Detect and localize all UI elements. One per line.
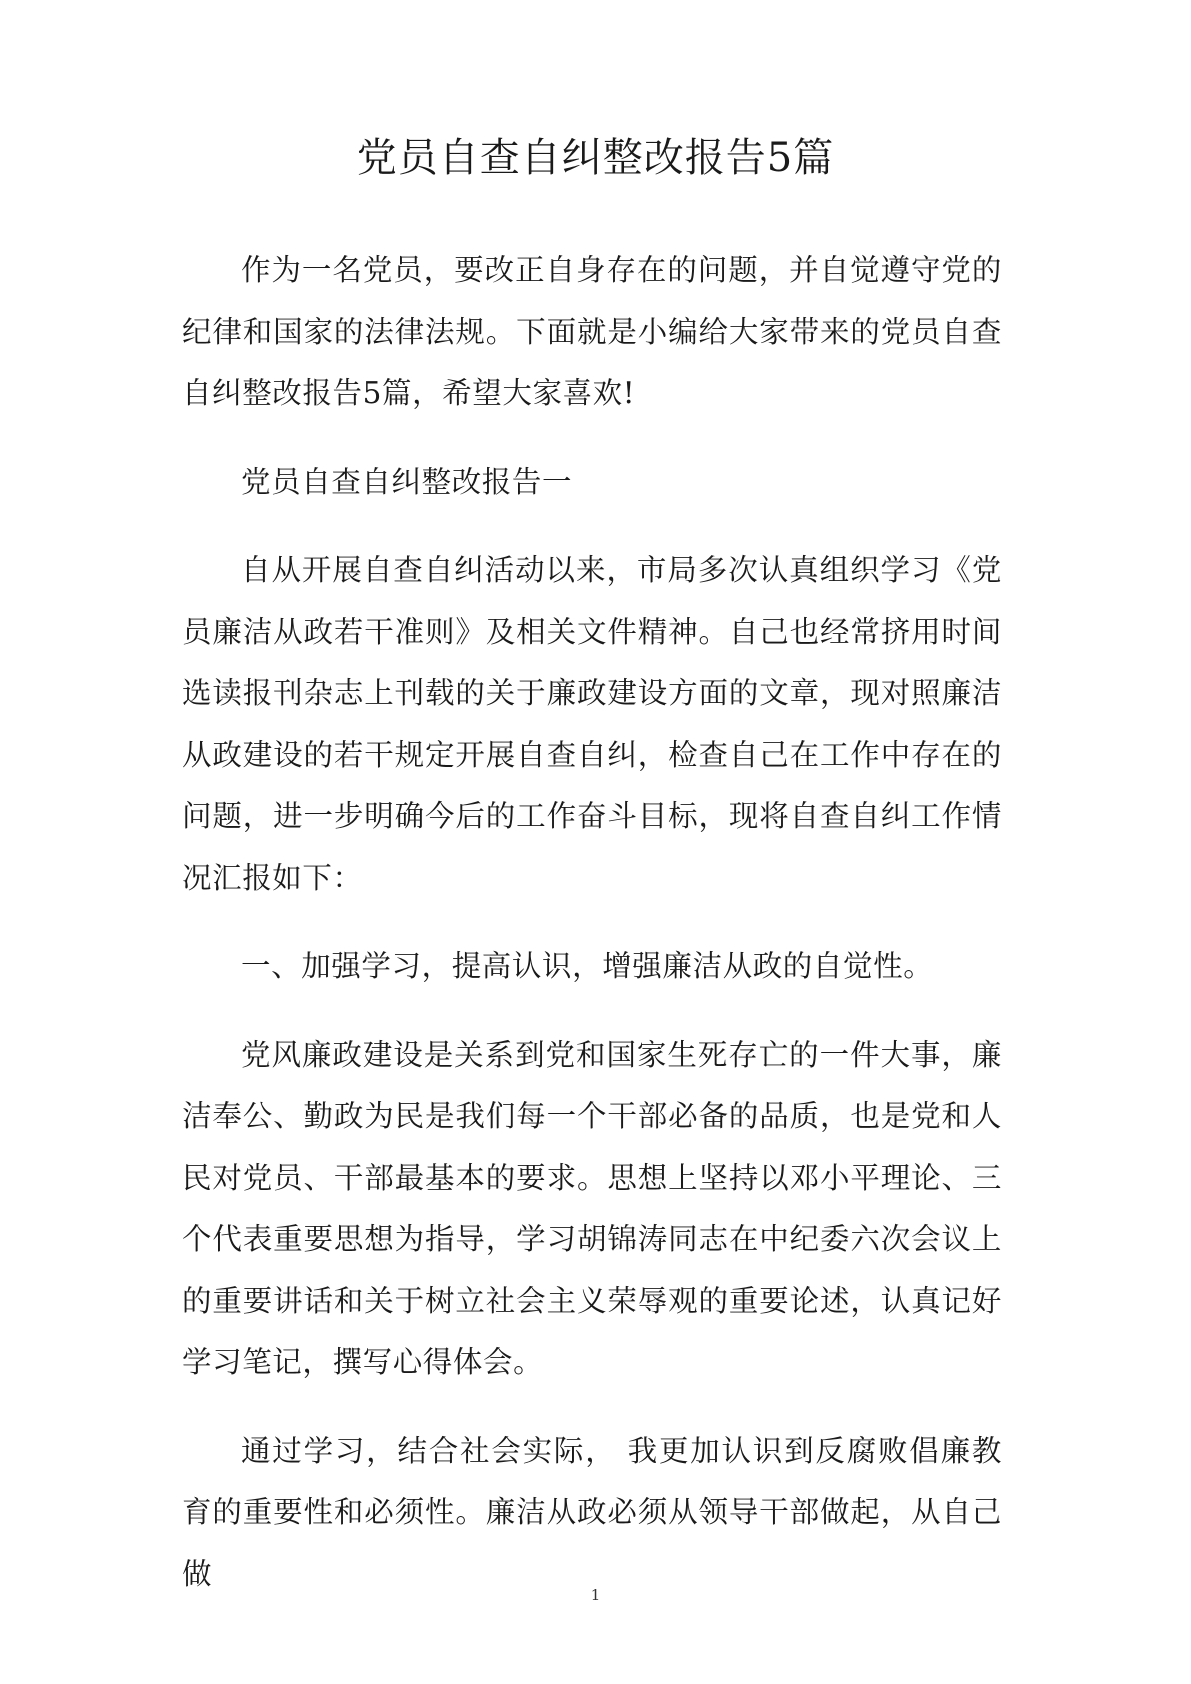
subsection-heading: 一、加强学习，提高认识，增强廉洁从政的自觉性。 [241, 949, 934, 983]
body-paragraph: 党风廉政建设是关系到党和国家生死存亡的一件大事，廉洁奉公、勤政为民是我们每一个干部必备的品质，也是党和人民对党员、干部最基本的要求。思想上坚持以邓小平理论、三个代表重要思想为指导，学习胡锦涛同志在中纪委六次会议上的重要讲话和关于树立社会主义荣辱观的重要论述，认真记好学习笔记，撰写心得体会。 [182, 1037, 1002, 1379]
body-paragraph: 自从开展自查自纠活动以来，市局多次认真组织学习《党员廉洁从政若干准则》及相关文件精神。自己也经常挤用时间选读报刊杂志上刊载的关于廉政建设方面的文章，现对照廉洁从政建设的若干规定开展自查自纠，检查自己在工作中存在的问题，进一步明确今后的工作奋斗目标，现将自查自纠工作情况汇报如下： [182, 553, 1002, 895]
document-body [182, 240, 1002, 1632]
intro-paragraph: 作为一名党员，要改正自身存在的问题，并自觉遵守党的纪律和国家的法律法规。下面就是小编给大家带来的党员自查自纠整改报告5篇，希望大家喜欢! [182, 253, 1002, 410]
document-title: 党员自查自纠整改报告5篇 [356, 135, 835, 181]
body-paragraph: 通过学习，结合社会实际， 我更加认识到反腐败倡廉教育的重要性和必须性。廉洁从政必须从领导干部做起，从自己做 [182, 1433, 1002, 1591]
section-heading: 党员自查自纠整改报告一 [241, 464, 573, 499]
page-number: 1 [590, 1586, 601, 1604]
